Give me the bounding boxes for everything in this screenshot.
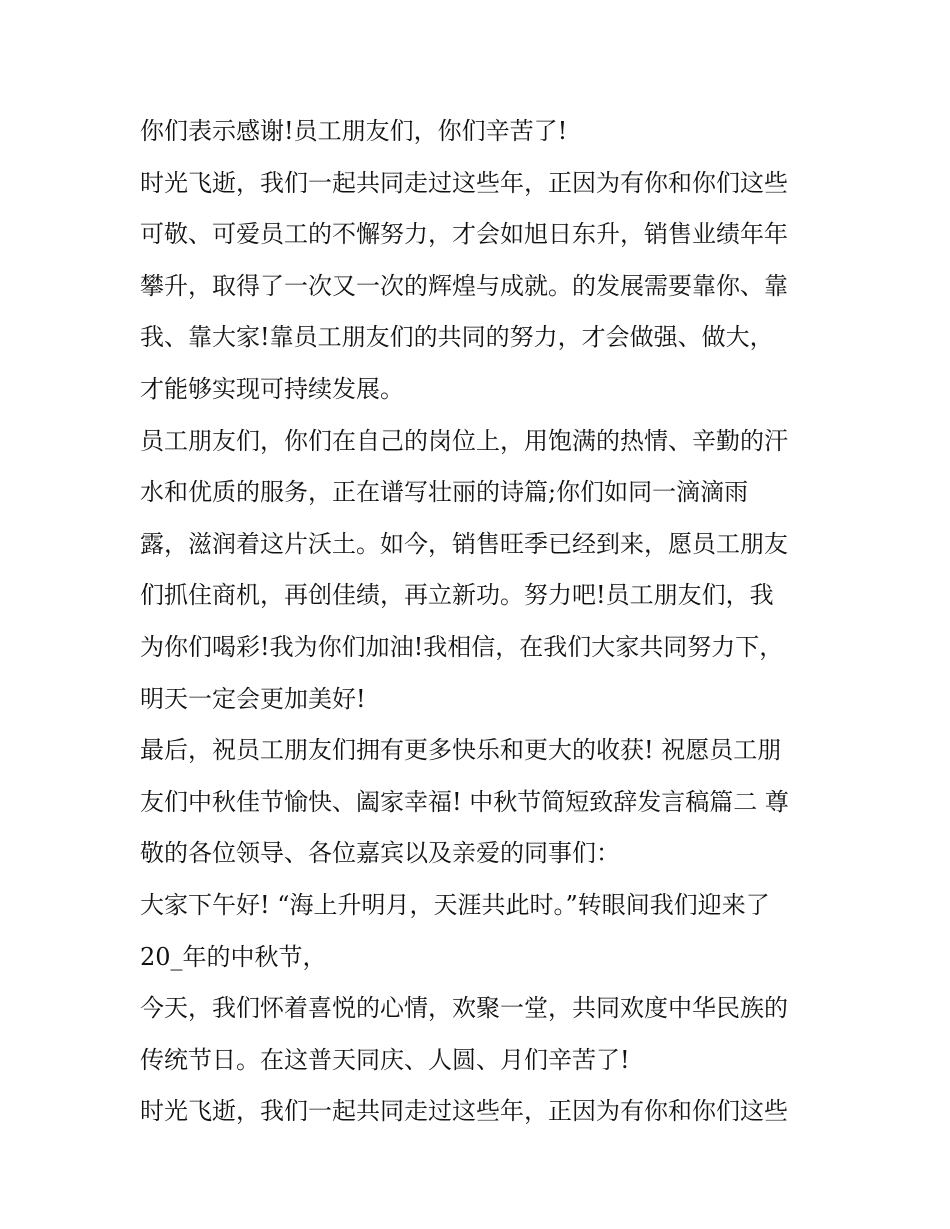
- text-line: 最后，祝员工朋友们拥有更多快乐和更大的收获! 祝愿员工朋: [140, 736, 782, 765]
- text-line: 敬的各位领导、各位嘉宾以及亲爱的同事们：: [140, 839, 620, 868]
- text-line: 20_年的中秋节，: [140, 942, 327, 971]
- text-line: 可敬、可爱员工的不懈努力，才会如旭日东升，销售业绩年年: [140, 220, 788, 249]
- text-line: 攀升，取得了一次又一次的辉煌与成就。的发展需要靠你、靠: [140, 271, 788, 300]
- text-line: 时光飞逝，我们一起共同走过这些年，正因为有你和你们这些: [140, 168, 788, 197]
- text-line: 友们中秋佳节愉快、阖家幸福! 中秋节简短致辞发言稿篇二 尊: [140, 787, 789, 816]
- text-line: 员工朋友们，你们在自己的岗位上，用饱满的热情、辛勤的汗: [140, 426, 788, 455]
- document-body: [140, 106, 820, 1138]
- text-line: 们抓住商机，再创佳绩，再立新功。努力吧!员工朋友们，我: [140, 581, 774, 610]
- text-line: 你们表示感谢!员工朋友们，你们辛苦了!: [140, 117, 568, 145]
- text-line: 为你们喝彩!我为你们加油!我相信，在我们大家共同努力下，: [140, 632, 784, 661]
- text-line: 我、靠大家!靠员工朋友们的共同的努力，才会做强、做大，: [140, 323, 774, 352]
- text-line: 传统节日。在这普天同庆、人圆、月们辛苦了!: [140, 1045, 630, 1074]
- text-line: 水和优质的服务，正在谱写壮丽的诗篇;你们如同一滴滴雨: [140, 478, 749, 507]
- text-line: 大家下午好! “海上升明月，天涯共此时。”转眼间我们迎来了: [140, 890, 770, 919]
- text-line: 明天一定会更加美好!: [140, 684, 366, 713]
- text-line: 才能够实现可持续发展。: [140, 374, 404, 403]
- text-line: 露，滋润着这片沃土。如今，销售旺季已经到来，愿员工朋友: [140, 529, 788, 558]
- text-line: 时光飞逝，我们一起共同走过这些年，正因为有你和你们这些: [140, 1097, 788, 1126]
- text-line: 今天，我们怀着喜悦的心情，欢聚一堂，共同欢度中华民族的: [140, 994, 788, 1023]
